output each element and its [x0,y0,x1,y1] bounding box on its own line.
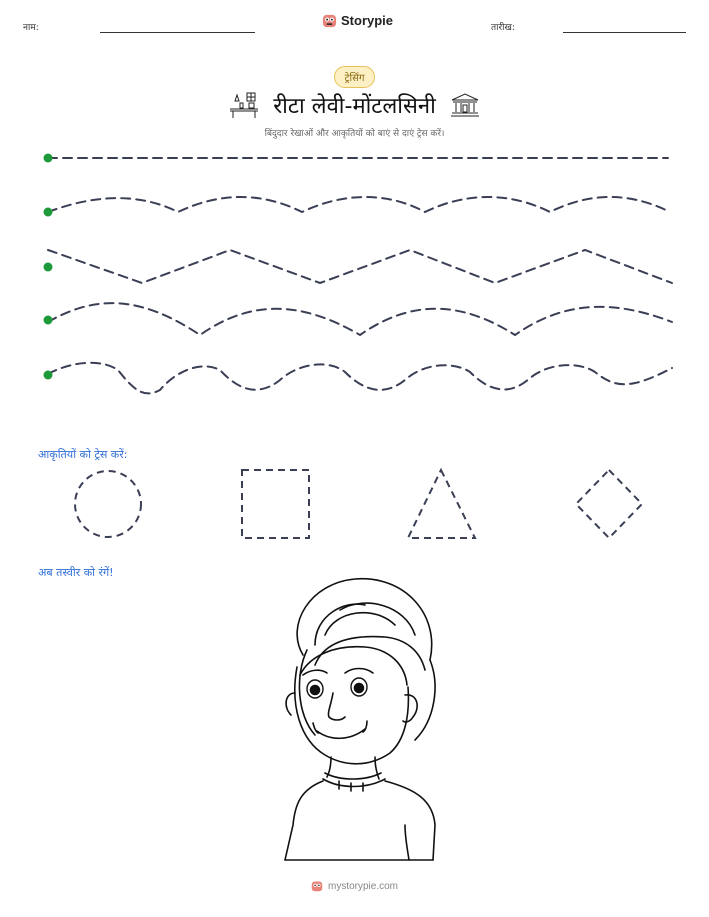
shapes-heading: आकृतियों को ट्रेस करें: [38,448,128,461]
coloring-heading: अब तस्वीर को रंगें! [38,566,114,579]
start-dot [44,316,53,325]
start-dot [44,154,53,163]
square-trace-shape [242,470,309,538]
bump-trace-line [48,363,672,394]
start-dot [44,263,53,272]
tracing-lines [0,140,709,400]
storypie-logo-icon [322,13,337,28]
footer-url[interactable]: mystorypie.com [327,880,398,892]
name-field[interactable] [100,32,255,33]
footer [0,880,709,892]
brand [322,13,393,28]
instruction-text: बिंदुदार रेखाओं और आकृतियों को बाएं से दाएं ट्रेस करें। [264,129,445,139]
name-label: नाम: [23,23,39,33]
diamond-trace-shape [576,470,642,538]
start-dot [44,371,53,380]
wave-trace-line [48,197,670,212]
museum-icon [450,92,480,118]
zigzag-trace-line [48,250,672,283]
date-label: तारीख: [491,23,515,33]
start-dot [44,208,53,217]
tracing-badge: ट्रेसिंग [334,66,374,88]
circle-trace-shape [75,471,141,537]
sine-trace-line [48,303,672,335]
storypie-logo-icon [311,880,323,892]
date-field[interactable] [563,32,686,33]
coloring-portrait-image [255,575,455,865]
brand-name: Storypie [341,13,394,28]
lab-desk-icon [229,91,259,119]
worksheet-title: रीटा लेवी-मोंटलसिनी [273,94,436,119]
triangle-trace-shape [408,470,475,538]
trace-shapes [0,462,709,547]
